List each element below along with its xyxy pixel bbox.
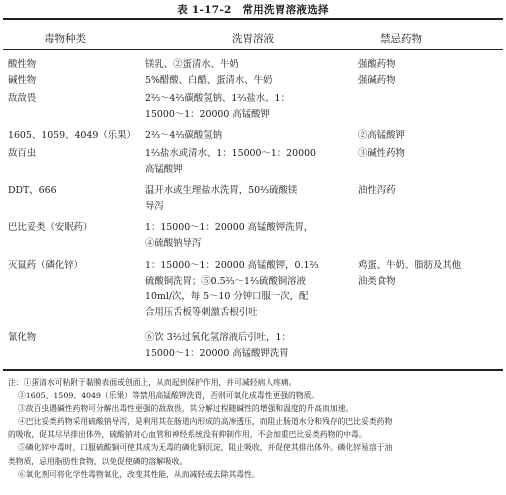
solution-cell: 5%醋酸、白醋、蛋清水、牛奶 xyxy=(145,75,273,86)
solution-cell: 温开水或生理盐水洗胃，50⅔硫酸镁 导泻 xyxy=(145,185,298,212)
header-poison-type: 毒物种类 xyxy=(44,33,86,45)
footnote-continued: 类物质，忌用脂肪性食物，以免促使磷的溶解吸收。 xyxy=(8,456,188,466)
solution-cell: 镁乳、②蛋清水、牛奶 xyxy=(145,59,239,70)
header-gastric-solution: 洗胃溶液 xyxy=(232,33,274,45)
contra-cell: 油性泻药 xyxy=(358,185,396,196)
header-rule xyxy=(3,49,503,50)
poison-cell: 巴比妥类（安眠药） xyxy=(8,222,93,233)
footnote: ⑤磷化锌中毒时，口服硫酸铜可使其成为无毒的磷化铜沉淀，阻止吸收，并促使其排出体外。磷化锌易溶于油 xyxy=(18,443,393,453)
bottom-rule xyxy=(3,369,503,371)
poison-cell: 灭鼠药（磷化锌） xyxy=(8,260,84,271)
top-rule xyxy=(3,18,503,20)
poison-cell: 碱性物 xyxy=(8,75,37,86)
poison-cell: 氰化物 xyxy=(8,332,37,343)
poison-cell: 酸性物 xyxy=(8,59,37,70)
footnotes xyxy=(8,376,500,481)
poison-cell: DDT、666 xyxy=(8,185,57,196)
contra-cell: 强酸药物 xyxy=(358,59,396,70)
solution-cell: 1⅔盐水或清水、1：15000～1：20000 高锰酸钾 xyxy=(145,148,317,175)
footnote: 注：①蛋清水可粘附于黏膜表面或创面上，从而起到保护作用，并可减轻病人疼痛。 xyxy=(8,378,297,387)
solution-cell: 2⅔～4⅔碳酸氢钠、1⅔盐水、1： 15000～1：20000 高锰酸钾 xyxy=(145,93,290,120)
solution-cell: 1：15000～1：20000 高锰酸钾，0.1⅔ 硫酸铜洗胃；⑤0.5⅔～1⅔硫酸铜溶液 10ml/次，每 5～10 分钟口服一次，配 合用压舌板等刺激舌根引吐 xyxy=(145,260,319,318)
contra-cell: ③碱性药物 xyxy=(358,148,405,159)
footnote: ④巴比妥类药物采用硫酸钠导泻，是利用其在肠道内形成的高渗透压，而阻止肠道水分和残存的巴比妥类药物 xyxy=(18,417,393,427)
solution-cell: ⑥饮 3⅔过氧化氢溶液后引吐，1： 15000～1：20000 高锰酸钾洗胃 xyxy=(145,332,291,359)
footnote: ⑥氧化剂可将化学性毒物氧化，改变其性能，从而减轻或去除其毒性。 xyxy=(18,469,260,479)
contra-cell: 鸡蛋、牛奶、脂肪及其他 油类食物 xyxy=(358,260,462,287)
footnote: ③敌百虫遇碱性药物可分解出毒性更强的敌敌畏，其分解过程随碱性的增强和温度的升高而加速。 xyxy=(18,404,354,414)
footnote-continued: 的吸收，促其尽早排出体外，硫酸钠对心血管和神经系统没有抑制作用，不会加重巴比妥类药物的中毒。 xyxy=(8,430,367,440)
contra-cell: ②高锰酸钾 xyxy=(358,130,405,141)
table-title: 表 1-17-2 常用洗胃溶液选择 xyxy=(177,4,329,16)
solution-cell: 1：15000～1：20000 高锰酸钾洗胃， ④硫酸钠导泻 xyxy=(145,222,314,249)
contra-cell: 强碱药物 xyxy=(358,75,396,86)
poison-cell: 敌敌畏 xyxy=(8,93,37,104)
poison-cell: 敌百虫 xyxy=(8,148,37,159)
footnote: ②1605、1509、4049（乐果）等禁用高锰酸钾洗胃，否则可氧化成毒性更强的物质。 xyxy=(18,391,320,401)
solution-cell: 2⅔～4⅔碳酸氢钠 xyxy=(145,130,222,141)
header-contraindicated-drugs: 禁忌药物 xyxy=(380,33,422,45)
poison-cell: 1605、1059、4049（乐果） xyxy=(8,130,136,141)
